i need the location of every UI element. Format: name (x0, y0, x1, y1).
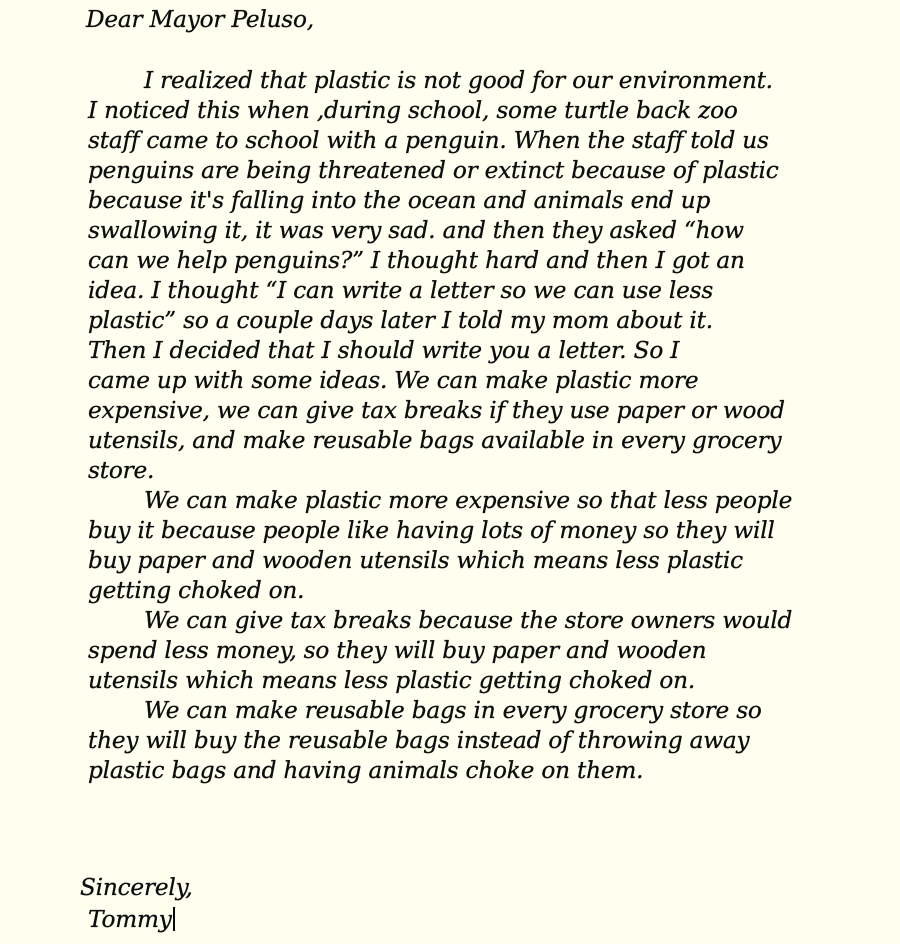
letter-line: because it's falling into the ocean and animals end up (88, 187, 711, 214)
letter-line: We can make plastic more expensive so that less people (144, 487, 793, 514)
letter-line: plastic bags and having animals choke on them. (88, 757, 644, 784)
letter-line: buy it because people like having lots of money so they will (88, 517, 775, 544)
letter-signature: Tommy (88, 906, 172, 933)
letter-line: We can make reusable bags in every grocery store so (144, 697, 762, 724)
letter-line: idea. I thought “I can write a letter so we can use less (88, 277, 714, 304)
letter-line: plastic” so a couple days later I told my mom about it. (88, 307, 713, 334)
letter-salutation: Dear Mayor Peluso, (86, 6, 314, 33)
letter-line: they will buy the reusable bags instead of throwing away (88, 727, 750, 754)
letter-line: store. (88, 457, 155, 484)
letter-line: Then I decided that I should write you a letter. So I (88, 337, 680, 364)
letter-line: I noticed this when ,during school, some turtle back zoo (88, 97, 738, 124)
letter-line: expensive, we can give tax breaks if they use paper or wood (88, 397, 785, 424)
letter-line: came up with some ideas. We can make plastic more (88, 367, 699, 394)
text-cursor (173, 907, 175, 931)
letter-line: getting choked on. (88, 577, 305, 604)
letter-signature-row (88, 906, 175, 933)
letter-line: I realized that plastic is not good for our environment. (144, 67, 773, 94)
letter-closing: Sincerely, (80, 874, 193, 901)
letter-line: utensils, and make reusable bags available in every grocery (88, 427, 782, 454)
letter-line: We can give tax breaks because the store owners would (144, 607, 793, 634)
letter-line: buy paper and wooden utensils which means less plastic (88, 547, 743, 574)
letter-line: can we help penguins?” I thought hard and then I got an (88, 247, 745, 274)
letter-line: swallowing it, it was very sad. and then they asked “how (88, 217, 744, 244)
letter-line: penguins are being threatened or extinct because of plastic (88, 157, 779, 184)
letter-line: spend less money, so they will buy paper and wooden (88, 637, 707, 664)
letter-line: utensils which means less plastic getting choked on. (88, 667, 696, 694)
letter-line: staff came to school with a penguin. When the staff told us (88, 127, 769, 154)
letter-body (88, 66, 888, 786)
